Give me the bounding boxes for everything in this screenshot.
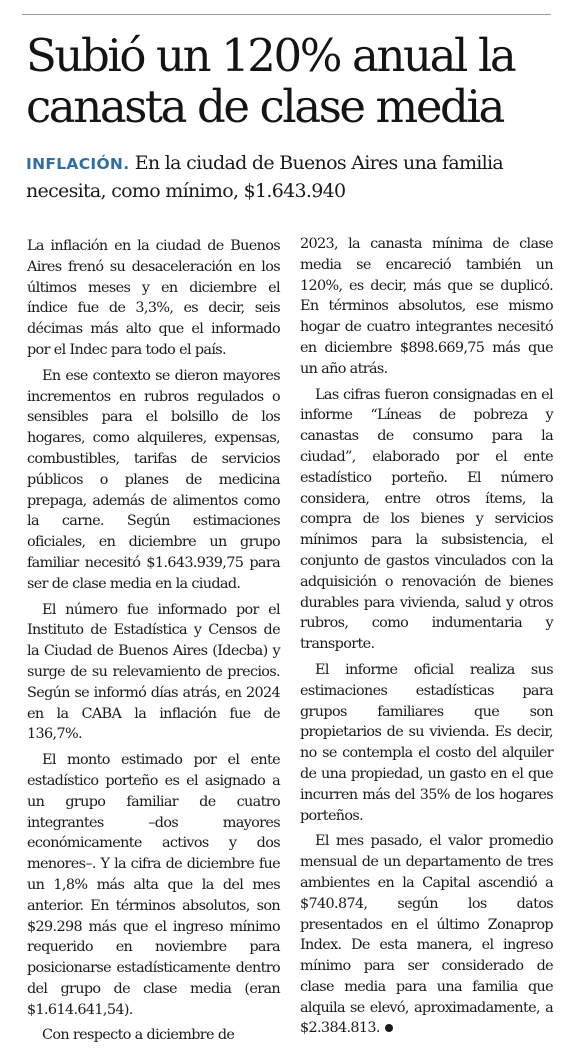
right-column	[300, 234, 553, 1044]
paragraph: El informe oficial realiza sus estimaciones estadísticas para grupos familiares que son propietarios de su vivienda. Es decir, no se contempla el costo del alquiler de una propiedad, un gasto en el que incurren más del 35% de los hogares porteños.	[300, 661, 553, 824]
paragraph: Las cifras fueron consignadas en el informe “Líneas de pobreza y canastas de consumo para la ciudad”, elaborado por el ente estadístico porteño. El número considera, entre otros ítems, la compra de los bienes y servicios mínimos para la subsistencia, el conjunto de gastos vinculados con la adquisición o renovación de bienes durables para vivienda, salud y otros rubros, como indumentaria y transporte.	[300, 386, 553, 653]
headline: Subió un 120% anual la canasta de clase media	[26, 29, 515, 133]
deck	[26, 150, 556, 205]
paragraph: Con respecto a diciembre de	[42, 1027, 235, 1044]
paragraph-text: El mes pasado, el valor promedio mensual de un departamento de tres ambientes en la Capital ascendió a $740.874, según los datos presentados en el último Zonaprop Index. De esta manera, el ingreso mínimo para ser considerado de clase media para una familia que alquila se elevó, aproximadamente, a $2.384.813.	[300, 833, 553, 1037]
end-mark-icon	[385, 1024, 393, 1032]
last-paragraph	[300, 831, 553, 1039]
left-column	[27, 236, 280, 1051]
kicker: INFLACIÓN.	[26, 155, 130, 173]
paragraph: La inflación en la ciudad de Buenos Aires frenó su desaceleración en los últimos meses y en diciembre el índice fue de 3,3%, es decir, seis décimas más alto que el informado por el Indec para todo el país.	[27, 238, 280, 358]
paragraph: El número fue informado por el Instituto de Estadística y Censos de la Ciudad de Buenos Aires (Idecba) y surge de su relevamiento de precios. Según se informó días atrás, en 2024 en la CABA la inflación fue de 136,7%.	[27, 601, 280, 743]
paragraph: 2023, la canasta mínima de clase media se encareció también un 120%, es decir, más que se duplicó. En términos absolutos, ese mismo hogar de cuatro integrantes necesitó en diciembre $898.669,75 más que un año atrás.	[300, 236, 553, 377]
paragraph: El monto estimado por el ente estadístico porteño es el asignado a un grupo familiar de cuatro integrantes –dos mayores económicamente activos y dos menores–. Y la cifra de diciembre fue un 1,8% más alta que la del mes anterior. En términos absolutos, son $29.298 más que el ingreso mínimo requerido en noviembre para posicionarse estadísticamente dentro del grupo de clase media (eran $1.614.641,54).	[27, 752, 280, 1018]
top-rule	[22, 14, 551, 15]
paragraph: En ese contexto se dieron mayores incrementos en rubros regulados o sensibles para el bolsillo de los hogares, como alquileres, expensas, combustibles, tarifas de servicios públicos o planes de medicina prepaga, además de alimentos como la carne. Según estimaciones oficiales, en diciembre un grupo familiar necesitó $1.643.939,75 para ser de clase media en la ciudad.	[27, 367, 280, 592]
deck-text: En la ciudad de Buenos Aires una familia necesita, como mínimo, $1.643.940	[26, 152, 504, 202]
